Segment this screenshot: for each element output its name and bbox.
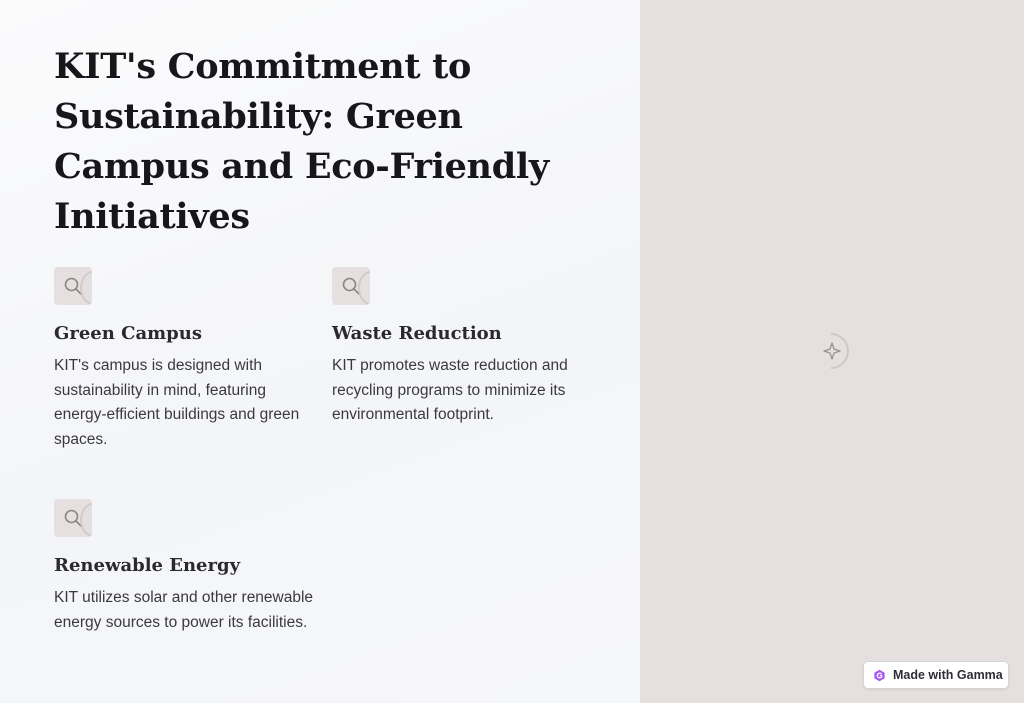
card-icon-box (332, 267, 370, 305)
search-icon (341, 276, 361, 296)
badge-label: Made with Gamma (893, 668, 1003, 682)
card-heading: Waste Reduction (332, 323, 502, 344)
made-with-gamma-badge[interactable] (863, 661, 1009, 689)
card-waste-reduction (332, 267, 592, 428)
card-body: KIT promotes waste reduction and recycling programs to minimize its environmental footprint. (332, 357, 568, 424)
search-icon (63, 508, 83, 528)
sparkle-loading-icon (812, 332, 850, 370)
card-heading: Renewable Energy (54, 555, 241, 576)
search-icon (63, 276, 83, 296)
page-title: KIT's Commitment to Sustainability: Green Campus and Eco-Friendly Initiatives (54, 46, 549, 237)
card-icon-box (54, 267, 92, 305)
card-renewable-energy (54, 499, 314, 635)
card-icon-box (54, 499, 92, 537)
card-body: KIT utilizes solar and other renewable energy sources to power its facilities. (54, 589, 314, 631)
gamma-logo-icon (873, 669, 886, 682)
card-heading: Green Campus (54, 323, 202, 344)
card-green-campus (54, 267, 314, 452)
card-body: KIT's campus is designed with sustainability in mind, featuring energy-efficient buildings and green spaces. (54, 357, 300, 448)
